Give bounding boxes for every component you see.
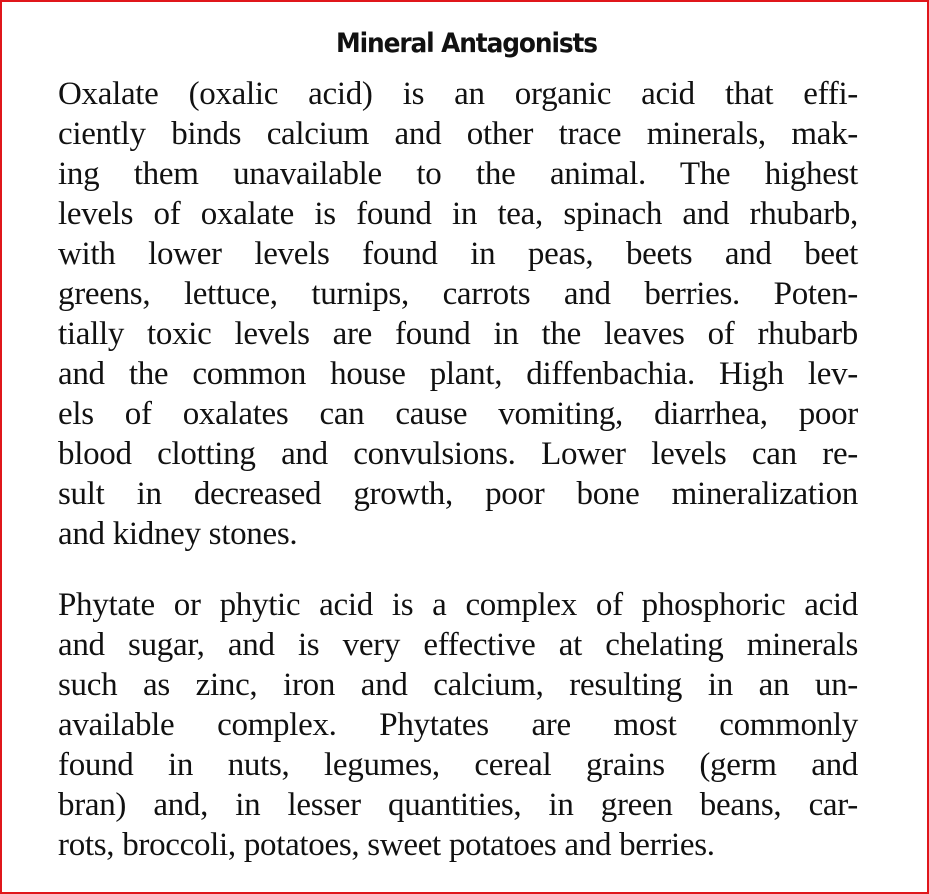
paragraph-phytate (58, 585, 858, 865)
text-line: blood clotting and convulsions. Lower levels can re- (58, 436, 858, 472)
text-line: bran) and, in lesser quantities, in green beans, car- (58, 787, 858, 823)
text-line: and sugar, and is very effective at chelating minerals (58, 627, 858, 663)
text-line: found in nuts, legumes, cereal grains (germ and (58, 747, 858, 783)
section-title: Mineral Antagonists (335, 28, 597, 59)
text-line: sult in decreased growth, poor bone mineralization (58, 476, 858, 512)
text-line: with lower levels found in peas, beets and beet (58, 236, 858, 272)
text-line: such as zinc, iron and calcium, resulting in an un- (58, 667, 858, 703)
text-line: levels of oxalate is found in tea, spinach and rhubarb, (58, 196, 858, 232)
text-line: and the common house plant, diffenbachia. High lev- (58, 356, 858, 392)
paragraph-oxalate (58, 74, 858, 554)
text-line: greens, lettuce, turnips, carrots and berries. Poten- (58, 276, 858, 312)
text-line: and kidney stones. (58, 516, 298, 552)
text-line: ciently binds calcium and other trace minerals, mak- (58, 116, 858, 152)
text-line: Oxalate (oxalic acid) is an organic acid that effi- (58, 76, 858, 112)
text-line: available complex. Phytates are most commonly (58, 707, 858, 743)
text-line: els of oxalates can cause vomiting, diarrhea, poor (58, 396, 858, 432)
text-line: tially toxic levels are found in the leaves of rhubarb (58, 316, 858, 352)
text-line: Phytate or phytic acid is a complex of phosphoric acid (58, 587, 858, 623)
text-line: ing them unavailable to the animal. The highest (58, 156, 858, 192)
text-line: rots, broccoli, potatoes, sweet potatoes and berries. (58, 827, 715, 863)
